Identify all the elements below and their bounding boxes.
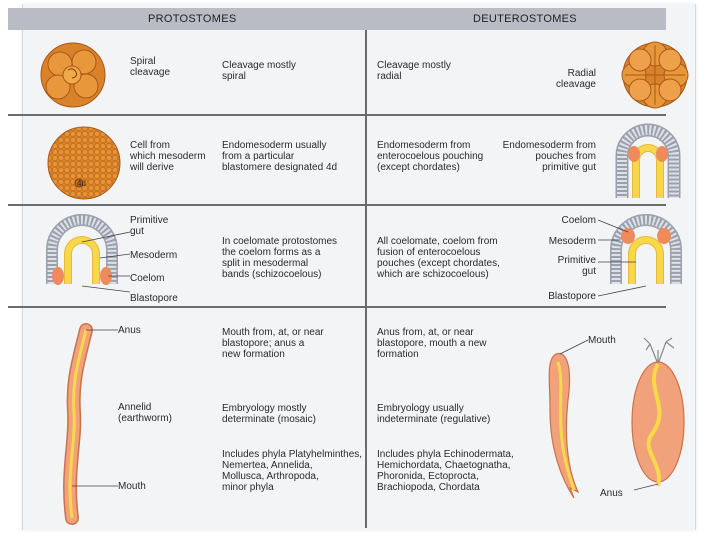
radial-cleavage-embryo (620, 40, 690, 110)
column-divider (365, 30, 367, 528)
proto-mouth-label: Mouth (118, 481, 146, 492)
deut-coelom-text: All coelomate, coelom from fusion of enterocoelous pouches (except chordates, which are schizocoelous) (377, 236, 500, 280)
row-divider-1 (8, 114, 666, 116)
mesoderm-cell-label: Cell from which mesoderm will derive (130, 140, 206, 173)
cell-4d-tag: 4d (77, 179, 86, 188)
proto-mesoderm-label: Mesoderm (130, 250, 178, 261)
enterocoelous-embryo (606, 212, 686, 292)
proto-coelom-label: Coelom (130, 273, 165, 284)
proto-primitive-gut-label: Primitive gut (130, 215, 169, 237)
deut-primitive-gut-label: Primitive gut (557, 255, 596, 277)
proto-blastopore-label: Blastopore (130, 293, 178, 304)
row-divider-3 (8, 306, 666, 308)
enterocoelous-gastrula (608, 120, 688, 202)
blastula-with-4d-cell (46, 125, 122, 201)
proto-cleavage-text: Cleavage mostly spiral (222, 60, 296, 82)
deut-blastopore-text: Anus from, at, or near blastopore, mouth a new formation (377, 327, 487, 360)
deut-endomesoderm-text: Endomesoderm from enterocoelous pouching (except chordates) (377, 140, 484, 173)
hemichordate-illustration (628, 338, 688, 494)
proto-blastopore-text: Mouth from, at, or near blastopore; anus a new formation (222, 327, 324, 360)
deut-anus-label: Anus (600, 488, 623, 499)
annelid-label: Annelid (earthworm) (118, 402, 172, 424)
deut-cleavage-text: Cleavage mostly radial (377, 60, 451, 82)
proto-coelom-text: In coelomate protostomes the coelom forms as a split in mesodermal bands (schizocoelous) (222, 236, 338, 280)
proto-embryology-text: Embryology mostly determinate (mosaic) (222, 403, 316, 425)
schizocoelous-embryo (42, 212, 122, 292)
proto-anus-label: Anus (118, 325, 141, 336)
gut-pouches-label: Endomesoderm from pouches from primitive gut (502, 140, 596, 173)
radial-cleavage-label: Radial cleavage (555, 68, 596, 90)
deut-phyla-text: Includes phyla Echinodermata, Hemichordata, Chaetognatha, Phoronida, Ectoprocta, Brachiopoda, Chordata (377, 449, 514, 493)
deut-mouth-label: Mouth (588, 335, 616, 346)
deuterostomes-heading: DEUTEROSTOMES (473, 13, 577, 25)
row-divider-2 (8, 204, 666, 206)
deut-embryology-text: Embryology usually indeterminate (regulative) (377, 403, 491, 425)
protostomes-heading: PROTOSTOMES (148, 13, 237, 25)
table-header (8, 8, 666, 30)
spiral-cleavage-embryo (38, 40, 108, 110)
deut-blastopore-label: Blastopore (548, 291, 596, 302)
deut-coelom-label: Coelom (561, 215, 596, 226)
proto-endomesoderm-text: Endomesoderm usually from a particular blastomere designated 4d (222, 140, 338, 173)
proto-phyla-text: Includes phyla Platyhelminthes, Nemertea, Annelida, Mollusca, Arthropoda, minor phyla (222, 449, 363, 493)
spiral-cleavage-label: Spiral cleavage (130, 56, 171, 78)
deut-mesoderm-label: Mesoderm (548, 236, 596, 247)
chordate-fish-illustration (538, 340, 588, 500)
